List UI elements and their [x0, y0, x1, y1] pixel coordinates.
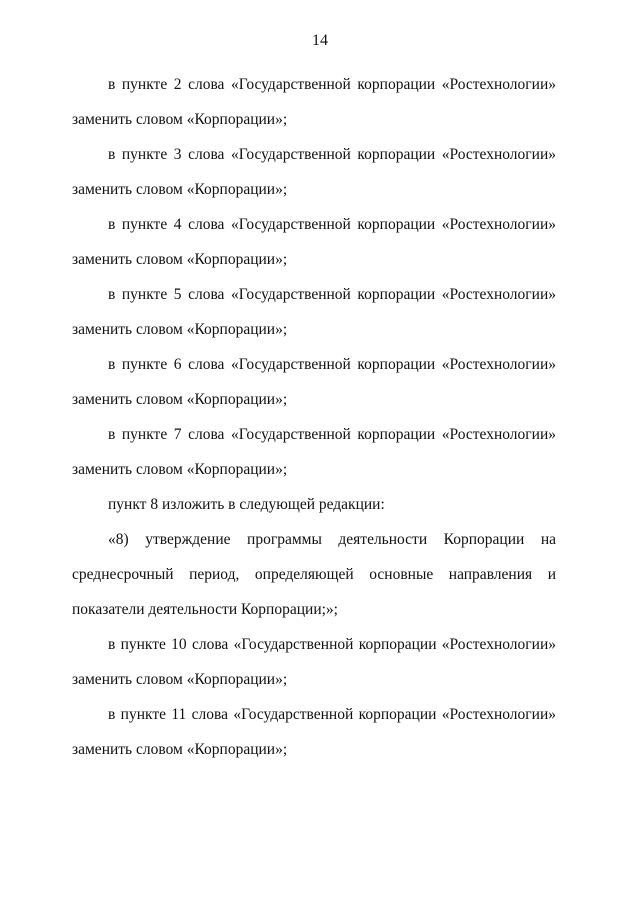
paragraph-line: в пункте 3 слова «Государственной корпорации «Ростехнологии» — [108, 146, 556, 163]
paragraph-line: заменить словом «Корпорации»; — [72, 391, 288, 408]
paragraph-item-8-text — [72, 522, 556, 627]
paragraph-item-6 — [72, 347, 556, 417]
paragraph-line: в пункте 6 слова «Государственной корпорации «Ростехнологии» — [108, 356, 556, 373]
paragraph-line: показатели деятельности Корпорации;»; — [72, 601, 338, 618]
paragraph-line: заменить словом «Корпорации»; — [72, 741, 288, 758]
paragraph-item-2 — [72, 67, 556, 137]
paragraph-line: пункт 8 изложить в следующей редакции: — [108, 496, 385, 513]
paragraph-line: в пункте 4 слова «Государственной корпорации «Ростехнологии» — [108, 216, 556, 233]
paragraph-line: «8) утверждение программы деятельности Корпорации на — [108, 531, 556, 548]
paragraph-line: заменить словом «Корпорации»; — [72, 111, 288, 128]
paragraph-line: в пункте 11 слова «Государственной корпорации «Ростехнологии» — [108, 706, 556, 723]
paragraph-line: заменить словом «Корпорации»; — [72, 181, 288, 198]
paragraph-line: в пункте 10 слова «Государственной корпорации «Ростехнологии» — [108, 636, 556, 653]
document-body — [72, 67, 556, 767]
paragraph-line: заменить словом «Корпорации»; — [72, 251, 288, 268]
paragraph-item-10 — [72, 627, 556, 697]
paragraph-item-3 — [72, 137, 556, 207]
paragraph-line: среднесрочный период, определяющей основные направления и — [72, 566, 556, 583]
paragraph-item-11 — [72, 697, 556, 767]
paragraph-line: в пункте 2 слова «Государственной корпорации «Ростехнологии» — [108, 76, 556, 93]
paragraph-item-5 — [72, 277, 556, 347]
paragraph-line: заменить словом «Корпорации»; — [72, 461, 288, 478]
paragraph-item-4 — [72, 207, 556, 277]
page-number: 14 — [312, 32, 328, 49]
paragraph-item-8-intro — [72, 487, 556, 522]
paragraph-line: в пункте 7 слова «Государственной корпорации «Ростехнологии» — [108, 426, 556, 443]
paragraph-item-7 — [72, 417, 556, 487]
paragraph-line: заменить словом «Корпорации»; — [72, 671, 288, 688]
paragraph-line: заменить словом «Корпорации»; — [72, 321, 288, 338]
paragraph-line: в пункте 5 слова «Государственной корпорации «Ростехнологии» — [108, 286, 556, 303]
